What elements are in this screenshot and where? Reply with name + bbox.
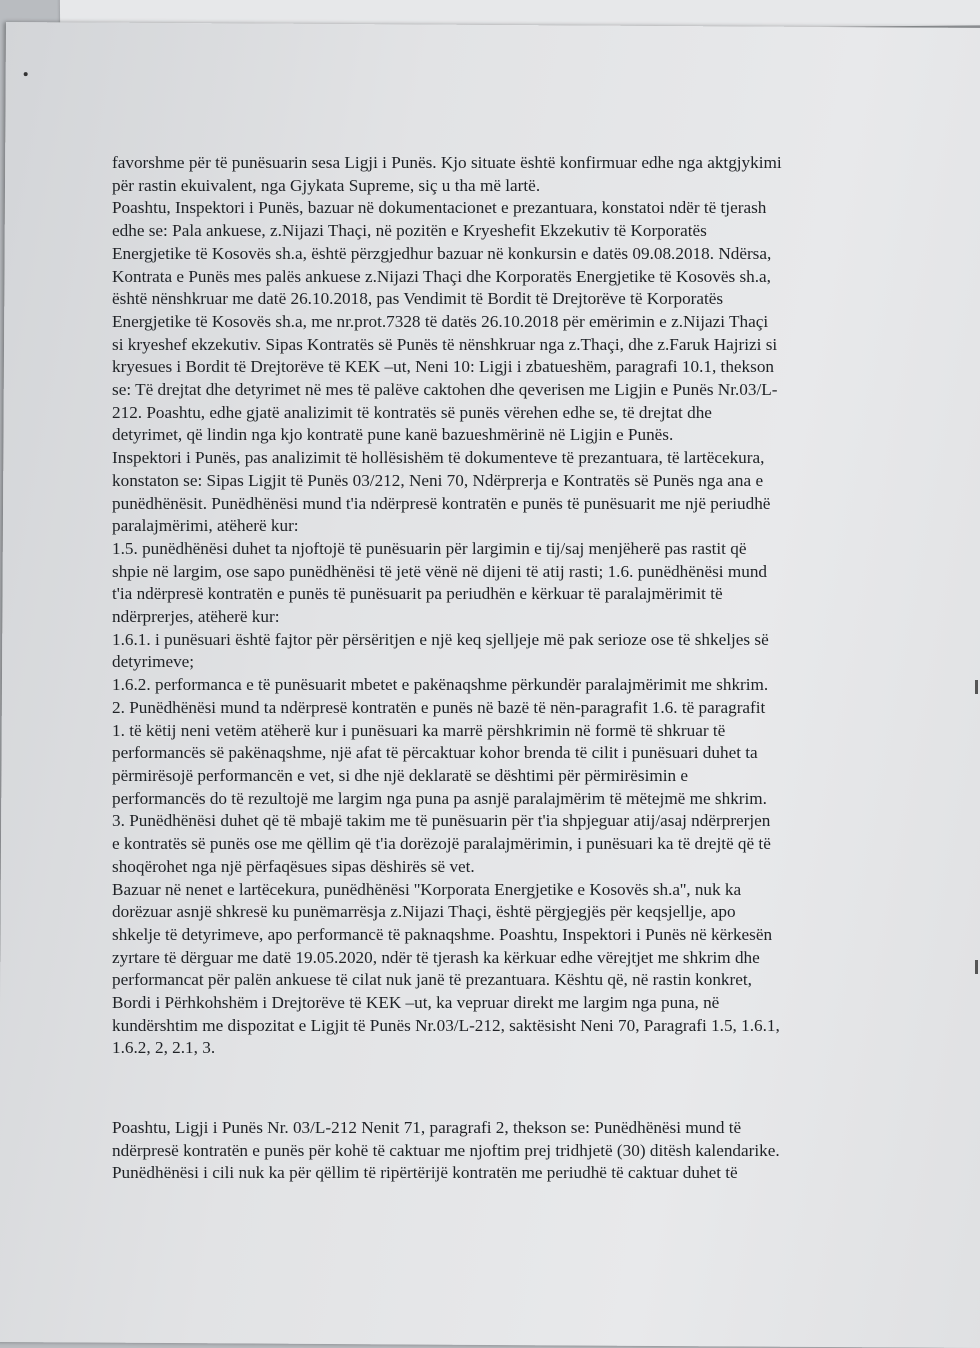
text-line: Energjetike të Kosovës sh.a, me nr.prot.7328 të datës 26.10.2018 për emërimin e z.Nijazi Thaçi <box>112 311 769 331</box>
text-line: 1.5. punëdhënësi duhet ta njoftojë të punësuarin për largimin e tij/saj menjëherë pas rastit që <box>112 538 747 558</box>
text-line: edhe se: Pala ankuese, z.Nijazi Thaçi, në pozitën e Kryeshefit Ekzekutiv të Korporatës <box>112 221 707 241</box>
punch-dot <box>24 72 28 76</box>
text-line: ndërprerjes, atëherë kur: <box>112 607 280 627</box>
text-line: kryesues i Bordit të Drejtorëve të KEK –ut, Neni 10: Ligji i zbatueshëm, paragrafi 10.1, thekson <box>112 357 775 377</box>
text-line: është nënshkruar me datë 26.10.2018, pas Vendimit të Bordit të Drejtorëve të Korporatës <box>112 289 724 309</box>
text-line: shoqërohet nga një përfaqësues sipas dëshirës së vet. <box>112 856 475 876</box>
text-line: 1. të këtij neni vetëm atëherë kur i punësuari ka marrë përshkrimin në formë të shkruar të <box>112 720 726 740</box>
text-line: paralajmërimi, atëherë kur: <box>112 516 299 536</box>
text-line: Poashtu, Ligji i Punës Nr. 03/L-212 Nenit 71, paragrafi 2, thekson se: Punëdhënësi mund të <box>112 1118 742 1137</box>
edge-mark <box>975 960 978 974</box>
text-line: t'ia ndërpresë kontratën e punës të punësuarit pa periudhën e kërkuar të paralajmërimit të <box>112 584 723 604</box>
text-line: zyrtare të dërguar me datë 19.05.2020, ndër të tjerash ka kërkuar edhe vërejtjet me shkrim dhe <box>112 947 760 967</box>
text-line: shpie në largim, ose sapo punëdhënësi të jetë vënë në dijeni të atij rasti; 1.6. punëdhënësi mund <box>112 561 768 581</box>
text-line: kundërshtim me dispozitat e Ligjit të Punës Nr.03/L-212, saktësisht Neni 70, Paragrafi 1.5, 1.6.1, <box>112 1015 780 1035</box>
text-line: Poashtu, Inspektori i Punës, bazuar në dokumentacionet e prezantuara, konstatoi ndër të tjerash <box>112 198 767 218</box>
text-line: performancat për palën ankuese të cilat nuk janë të prezantuara. Kështu që, në rastin konkret, <box>112 970 752 990</box>
text-line: punëdhënësit. Punëdhënësi mund t'ia ndërpresë kontratën e punës të punësuarit me një periudhë <box>112 493 771 513</box>
text-line: performancës së pakënaqshme, një afat të përcaktuar kohor brenda të cilit i punësuari duhet ta <box>112 743 758 763</box>
text-line: Bazuar në nenet e lartëcekura, punëdhënësi ''Korporata Energjetike e Kosovës sh.a'', nuk ka <box>112 879 742 899</box>
text-line: Bordi i Përhkohshëm i Drejtorëve të KEK –ut, ka vepruar direkt me largim nga puna, në <box>112 993 720 1013</box>
text-line: detyrimet, që lindin nga kjo kontratë pune kanë bazueshmërinë në Ligjin e Punës. <box>112 425 674 445</box>
text-line: se: Të drejtat dhe detyrimet në mes të palëve caktohen dhe qeverisen me Ligjin e Punës Nr.03/L- <box>112 380 778 400</box>
edge-mark <box>975 680 978 694</box>
text-line: Kontrata e Punës mes palës ankuese z.Nijazi Thaçi dhe Korporatës Energjetike të Kosovës sh.a, <box>112 266 771 286</box>
text-line: detyrimeve; <box>112 652 195 672</box>
closing-text-block <box>112 1117 882 1185</box>
text-line: 1.6.1. i punësuari është fajtor për përsëritjen e një keq sjelljeje më pak serioze ose të shkeljes së <box>112 629 769 649</box>
text-line: performancës do të rezultojë me largim nga puna pa asnjë paralajmërim të mëtejmë me shkrim. <box>112 788 767 808</box>
text-line: përmirësojë performancën e vet, si dhe një deklaratë se dështimi për përmirësimin e <box>112 765 689 785</box>
main-text-block <box>112 152 882 1060</box>
text-line: favorshme për të punësuarin sesa Ligji i Punës. Kjo situate është konfirmuar edhe nga aktgjykimi <box>112 153 782 172</box>
text-line: 2. Punëdhënësi mund ta ndërpresë kontratën e punës në bazë të nën-paragrafit 1.6. të paragrafit <box>112 697 766 717</box>
text-line: e kontratës së punës ose me qëllim që t'ia dorëzojë paralajmërimin, i punësuari ka të drejtë që të <box>112 834 771 854</box>
text-line: shkelje të detyrimeve, apo performancë të paknaqshme. Poashtu, Inspektori i Punës në kërkesën <box>112 924 773 944</box>
text-line: konstaton se: Sipas Ligjit të Punës 03/212, Neni 70, Ndërprerja e Kontratës së Punës nga ana e <box>112 470 764 490</box>
text-line: Inspektori i Punës, pas analizimit të hollësishëm të dokumenteve të prezantuara, të lartëcekura, <box>112 448 765 468</box>
text-line: 3. Punëdhënësi duhet që të mbajë takim me të punësuarin për t'ia shpjeguar atij/asaj ndërprerjen <box>112 811 771 831</box>
text-line: 1.6.2. performanca e të punësuarit mbetet e pakënaqshme përkundër paralajmërimit me shkrim. <box>112 675 769 695</box>
text-line: ndërpresë kontratën e punës për kohë të caktuar me njoftim prej tridhjetë (30) ditësh kalendarike. <box>112 1140 780 1160</box>
text-line: 212. Poashtu, edhe gjatë analizimit të kontratës së punës vërehen edhe se, të drejtat dhe <box>112 402 712 422</box>
text-line: 1.6.2, 2, 2.1, 3. <box>112 1038 216 1058</box>
text-line: për rastin ekuivalent, nga Gjykata Supreme, siç u tha më lartë. <box>112 175 541 195</box>
text-line: Punëdhënësi i cili nuk ka për qëllim të ripërtërijë kontratën me periudhë të caktuar duhet të <box>112 1163 738 1183</box>
text-line: dorëzuar asnjë shkresë ku punëmarrësja z.Nijazi Thaçi, është përgjegjës për keqsjellje, apo <box>112 902 736 922</box>
text-line: si kryeshef ekzekutiv. Sipas Kontratës së Punës të nënshkruar nga z.Thaçi, dhe z.Faruk Hajrizi si <box>112 334 778 354</box>
text-line: Energjetike të Kosovës sh.a, është përzgjedhur bazuar në konkursin e datës 09.08.2018. Ndërsa, <box>112 243 772 263</box>
